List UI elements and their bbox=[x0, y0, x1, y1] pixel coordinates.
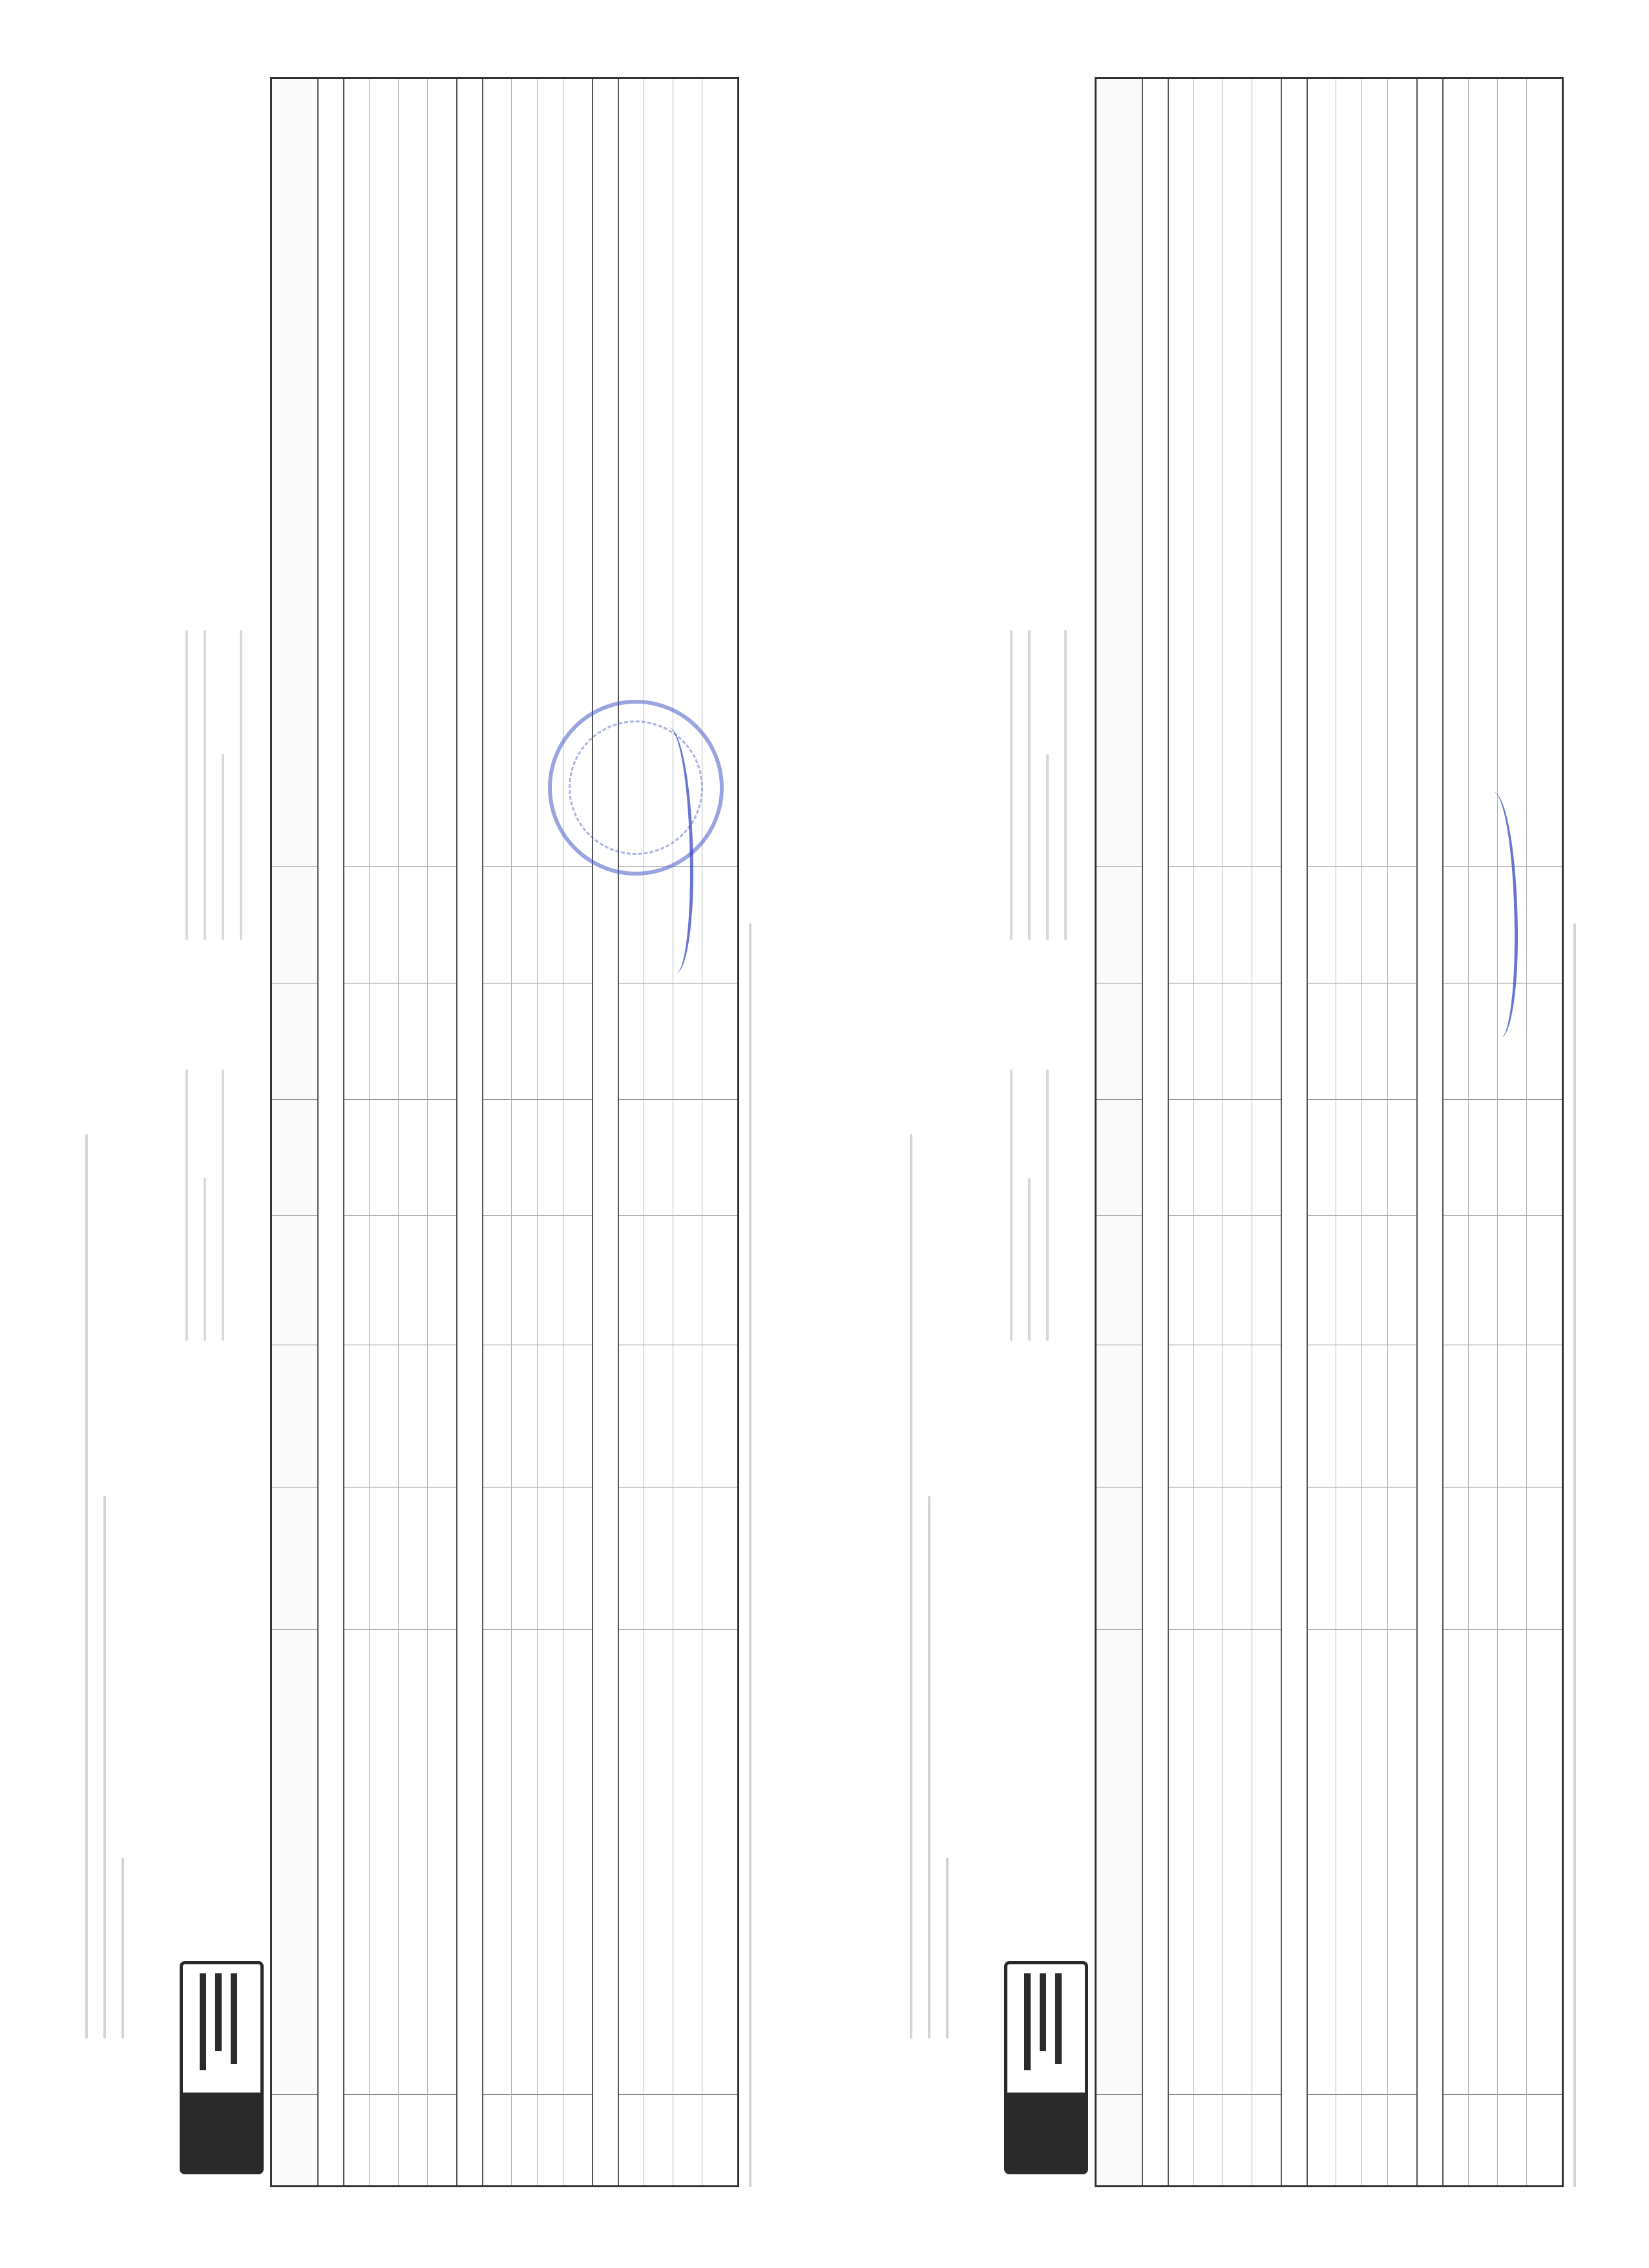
menu-table bbox=[270, 77, 739, 2187]
section-band bbox=[456, 79, 483, 2185]
menu-sheet-left bbox=[0, 0, 824, 2268]
menu-day-date bbox=[994, 1069, 1049, 1341]
menu-day-date bbox=[170, 1069, 224, 1341]
menu-footer bbox=[1570, 81, 1589, 2187]
menu-table bbox=[1095, 77, 1564, 2187]
menu-paper bbox=[881, 68, 1592, 2200]
company-logo bbox=[1004, 1961, 1088, 2174]
section-band bbox=[1416, 79, 1444, 2185]
menu-footer bbox=[745, 81, 764, 2187]
menu-table-header bbox=[272, 79, 319, 2185]
approval-block bbox=[994, 630, 1067, 940]
menu-title bbox=[894, 1134, 949, 2039]
section-band bbox=[317, 79, 344, 2185]
menu-title bbox=[70, 1134, 124, 2039]
menu-page bbox=[881, 68, 1592, 2200]
approval-block bbox=[170, 630, 242, 940]
section-band bbox=[592, 79, 619, 2185]
official-stamp bbox=[548, 700, 724, 876]
section-band bbox=[1142, 79, 1169, 2185]
menu-sheet-right bbox=[824, 0, 1649, 2268]
company-logo bbox=[180, 1961, 264, 2174]
menu-page bbox=[57, 68, 768, 2200]
section-band bbox=[1281, 79, 1308, 2185]
menu-table-header bbox=[1097, 79, 1143, 2185]
menu-paper bbox=[57, 68, 768, 2200]
